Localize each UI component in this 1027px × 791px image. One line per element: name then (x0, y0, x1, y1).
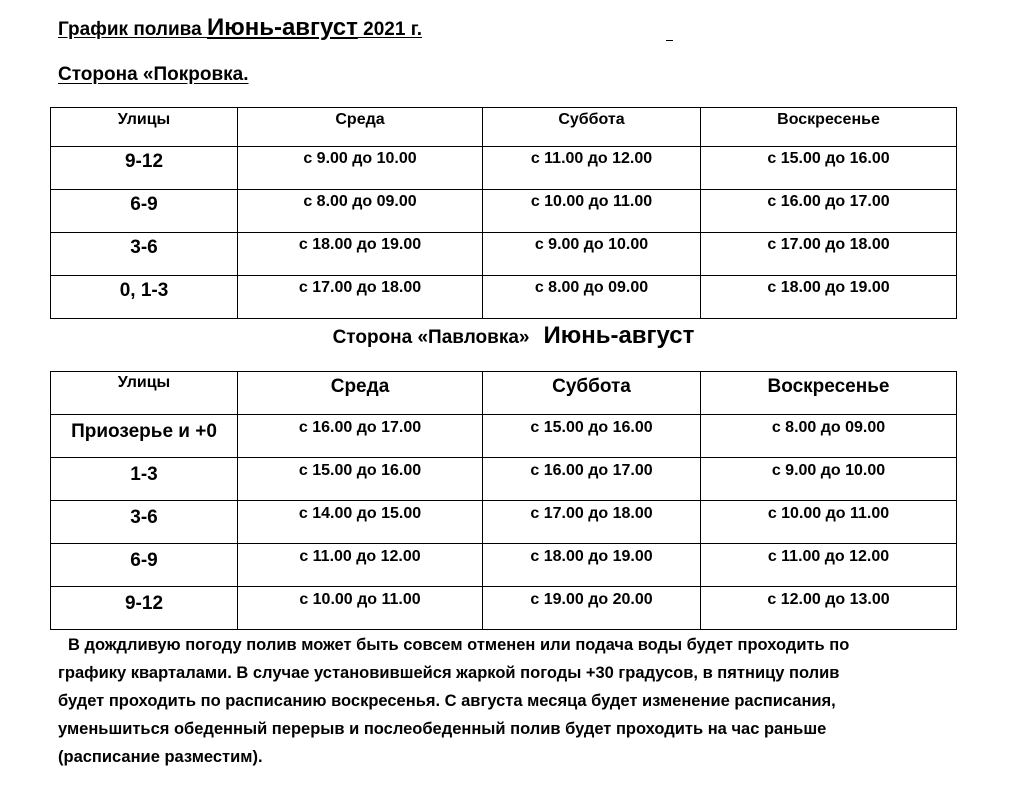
page-title (58, 14, 422, 42)
schedule-table-pokrovka (50, 107, 957, 319)
sunday-cell: с 18.00 до 19.00 (701, 276, 957, 319)
note-line: графику кварталами. В случае установившейся жаркой погоды +30 градусов, в пятницу полив (58, 664, 840, 682)
wednesday-cell: с 15.00 до 16.00 (238, 458, 483, 501)
saturday-cell: с 18.00 до 19.00 (483, 544, 701, 587)
note-line: В дождливую погоду полив может быть совсем отменен или подача воды будет проходить по (68, 636, 850, 654)
wednesday-cell: с 9.00 до 10.00 (238, 147, 483, 190)
street-cell: 1-3 (51, 458, 238, 501)
saturday-cell: с 9.00 до 10.00 (483, 233, 701, 276)
street-cell: 9-12 (51, 587, 238, 630)
note-line: (расписание разместим). (58, 748, 263, 766)
wednesday-cell: с 11.00 до 12.00 (238, 544, 483, 587)
sunday-cell: с 17.00 до 18.00 (701, 233, 957, 276)
section2-period: Июнь-август (543, 322, 695, 349)
table-row (51, 190, 957, 233)
table-header-row (51, 372, 957, 415)
wednesday-cell: с 17.00 до 18.00 (238, 276, 483, 319)
wednesday-cell: с 8.00 до 09.00 (238, 190, 483, 233)
saturday-cell: с 19.00 до 20.00 (483, 587, 701, 630)
schedule-note (58, 631, 968, 771)
sunday-cell: с 8.00 до 09.00 (701, 415, 957, 458)
saturday-cell: с 15.00 до 16.00 (483, 415, 701, 458)
table-row (51, 587, 957, 630)
section-title-pokrovka: Сторона «Покровка. (58, 64, 249, 85)
sunday-cell: с 12.00 до 13.00 (701, 587, 957, 630)
header-wednesday: Среда (238, 108, 483, 147)
sunday-cell: с 15.00 до 16.00 (701, 147, 957, 190)
wednesday-cell: с 16.00 до 17.00 (238, 415, 483, 458)
street-cell: Приозерье и +0 (51, 415, 238, 458)
street-cell: 6-9 (51, 544, 238, 587)
title-year: 2021 г. (357, 19, 423, 40)
wednesday-cell: с 18.00 до 19.00 (238, 233, 483, 276)
header-wednesday: Среда (238, 372, 483, 415)
saturday-cell: с 8.00 до 09.00 (483, 276, 701, 319)
section-title-pavlovka (0, 322, 1027, 350)
header-sunday: Воскресенье (701, 108, 957, 147)
sunday-cell: с 11.00 до 12.00 (701, 544, 957, 587)
header-streets: Улицы (51, 108, 238, 147)
saturday-cell: с 17.00 до 18.00 (483, 501, 701, 544)
underline-mark (666, 18, 673, 41)
header-saturday: Суббота (483, 108, 701, 147)
header-sunday: Воскресенье (701, 372, 957, 415)
street-cell: 3-6 (51, 501, 238, 544)
street-cell: 6-9 (51, 190, 238, 233)
table-row (51, 458, 957, 501)
table-row (51, 147, 957, 190)
wednesday-cell: с 10.00 до 11.00 (238, 587, 483, 630)
wednesday-cell: с 14.00 до 15.00 (238, 501, 483, 544)
title-period: Июнь-август (206, 14, 358, 41)
section2-side: Сторона «Павловка» (332, 327, 530, 348)
table-row (51, 501, 957, 544)
title-prefix: График полива (58, 19, 207, 40)
saturday-cell: с 10.00 до 11.00 (483, 190, 701, 233)
street-cell: 3-6 (51, 233, 238, 276)
note-line: уменьшиться обеденный перерыв и послеобеденный полив будет проходить на час раньше (58, 720, 827, 738)
table-row (51, 233, 957, 276)
table-row (51, 276, 957, 319)
sunday-cell: с 16.00 до 17.00 (701, 190, 957, 233)
street-cell: 0, 1-3 (51, 276, 238, 319)
street-cell: 9-12 (51, 147, 238, 190)
schedule-table-pavlovka (50, 371, 957, 630)
table-row (51, 415, 957, 458)
saturday-cell: с 16.00 до 17.00 (483, 458, 701, 501)
sunday-cell: с 9.00 до 10.00 (701, 458, 957, 501)
header-saturday: Суббота (483, 372, 701, 415)
table-header-row (51, 108, 957, 147)
table-row (51, 544, 957, 587)
note-line: будет проходить по расписанию воскресенья. С августа месяца будет изменение расписания, (58, 692, 836, 710)
saturday-cell: с 11.00 до 12.00 (483, 147, 701, 190)
header-streets: Улицы (51, 372, 238, 415)
sunday-cell: с 10.00 до 11.00 (701, 501, 957, 544)
